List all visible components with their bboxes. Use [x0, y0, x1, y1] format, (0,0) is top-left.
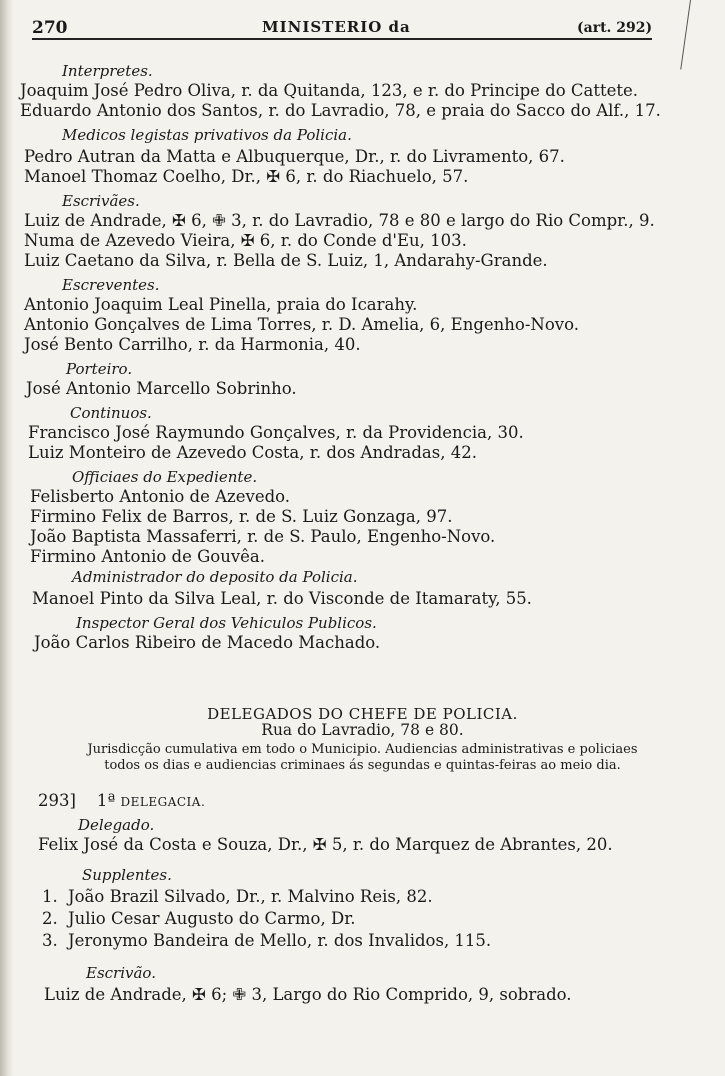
entry-text: Jeronymo Bandeira de Mello, r. dos Invalidos, 115. — [68, 931, 492, 950]
page-edge-mark — [680, 0, 691, 69]
section-heading: Interpretes. — [62, 62, 153, 80]
entry-line: Firmino Antonio de Gouvêa. — [30, 547, 266, 566]
entry-line: Felisberto Antonio de Azevedo. — [30, 487, 291, 506]
delegacia-ordinal: 1ª — [96, 791, 116, 810]
jurisdiction-text: Jurisdicção cumulativa em todo o Municipio. Audiencias administrativas e policiaes — [87, 742, 638, 757]
article-reference: (art. 292) — [577, 20, 653, 36]
page-margin-shade — [0, 0, 14, 1076]
entry-line: Luiz de Andrade, ✠ 6, ✙ 3, r. do Lavradio, 78 e 80 e largo do Rio Compr., 9. — [24, 211, 655, 230]
entry-number: 3. — [42, 931, 58, 950]
page-number: 270 — [32, 18, 68, 38]
delegacia-label: DELEGACIA. — [120, 795, 206, 809]
section-heading: Continuos. — [70, 404, 152, 422]
header-rule — [32, 38, 652, 40]
entry-text: Julio Cesar Augusto do Carmo, Dr. — [68, 909, 356, 928]
running-title: MINISTERIO da — [262, 18, 411, 36]
delegados-address: Rua do Lavradio, 78 e 80. — [261, 721, 464, 739]
entry-line: Numa de Azevedo Vieira, ✠ 6, r. do Conde d'Eu, 103. — [24, 231, 467, 250]
delegados-title: DELEGADOS DO CHEFE DE POLICIA. — [207, 705, 518, 723]
entry-line: Luiz Caetano da Silva, r. Bella de S. Luiz, 1, Andarahy-Grande. — [24, 251, 548, 270]
article-number: 293] — [38, 791, 76, 810]
entry-line: Luiz Monteiro de Azevedo Costa, r. dos Andradas, 42. — [28, 443, 477, 462]
section-heading: Officiaes do Expediente. — [72, 468, 258, 486]
section-heading: Escrivães. — [62, 192, 140, 210]
entry-line: Antonio Gonçalves de Lima Torres, r. D. Amelia, 6, Engenho-Novo. — [24, 315, 580, 334]
entry-line: João Carlos Ribeiro de Macedo Machado. — [34, 633, 381, 652]
page-header — [32, 14, 665, 38]
section-heading: Porteiro. — [66, 360, 133, 378]
entry-number: 2. — [42, 909, 58, 928]
numbered-entry — [42, 886, 433, 908]
entry-line: Joaquim José Pedro Oliva, r. da Quitanda, 123, e r. do Principe do Cattete. — [20, 81, 639, 100]
section-heading: Escrivão. — [86, 964, 156, 982]
entry-line: Pedro Autran da Matta e Albuquerque, Dr., r. do Livramento, 67. — [24, 147, 565, 166]
entry-number: 1. — [42, 887, 58, 906]
numbered-entry — [42, 908, 356, 930]
entry-line: Francisco José Raymundo Gonçalves, r. da Providencia, 30. — [28, 423, 524, 442]
entry-line: João Baptista Massaferri, r. de S. Paulo, Engenho-Novo. — [30, 527, 496, 546]
jurisdiction-text: todos os dias e audiencias criminaes ás segundas e quintas-feiras ao meio dia. — [104, 758, 621, 773]
section-heading: Escreventes. — [62, 276, 160, 294]
section-heading: Administrador do deposito da Policia. — [72, 568, 358, 586]
section-heading: Inspector Geral dos Vehiculos Publicos. — [76, 614, 377, 632]
entry-line: José Antonio Marcello Sobrinho. — [26, 379, 297, 398]
entry-line: Manoel Thomaz Coelho, Dr., ✠ 6, r. do Riachuelo, 57. — [24, 167, 469, 186]
entry-line: Antonio Joaquim Leal Pinella, praia do Icarahy. — [24, 295, 418, 314]
delegacia-heading — [38, 790, 205, 813]
entry-line: Luiz de Andrade, ✠ 6; ✙ 3, Largo do Rio Comprido, 9, sobrado. — [44, 985, 572, 1004]
entry-line: Eduardo Antonio dos Santos, r. do Lavradio, 78, e praia do Sacco do Alf., 17. — [20, 101, 661, 120]
entry-line: Firmino Felix de Barros, r. de S. Luiz Gonzaga, 97. — [30, 507, 453, 526]
numbered-entry — [42, 930, 491, 952]
section-heading: Medicos legistas privativos da Policia. — [62, 126, 352, 144]
entry-line: José Bento Carrilho, r. da Harmonia, 40. — [24, 335, 361, 354]
section-heading: Delegado. — [78, 816, 155, 834]
section-heading: Supplentes. — [82, 866, 172, 884]
entry-line: Manoel Pinto da Silva Leal, r. do Visconde de Itamaraty, 55. — [32, 589, 532, 608]
entry-text: João Brazil Silvado, Dr., r. Malvino Reis, 82. — [68, 887, 433, 906]
entry-line: Felix José da Costa e Souza, Dr., ✠ 5, r. do Marquez de Abrantes, 20. — [38, 835, 613, 854]
